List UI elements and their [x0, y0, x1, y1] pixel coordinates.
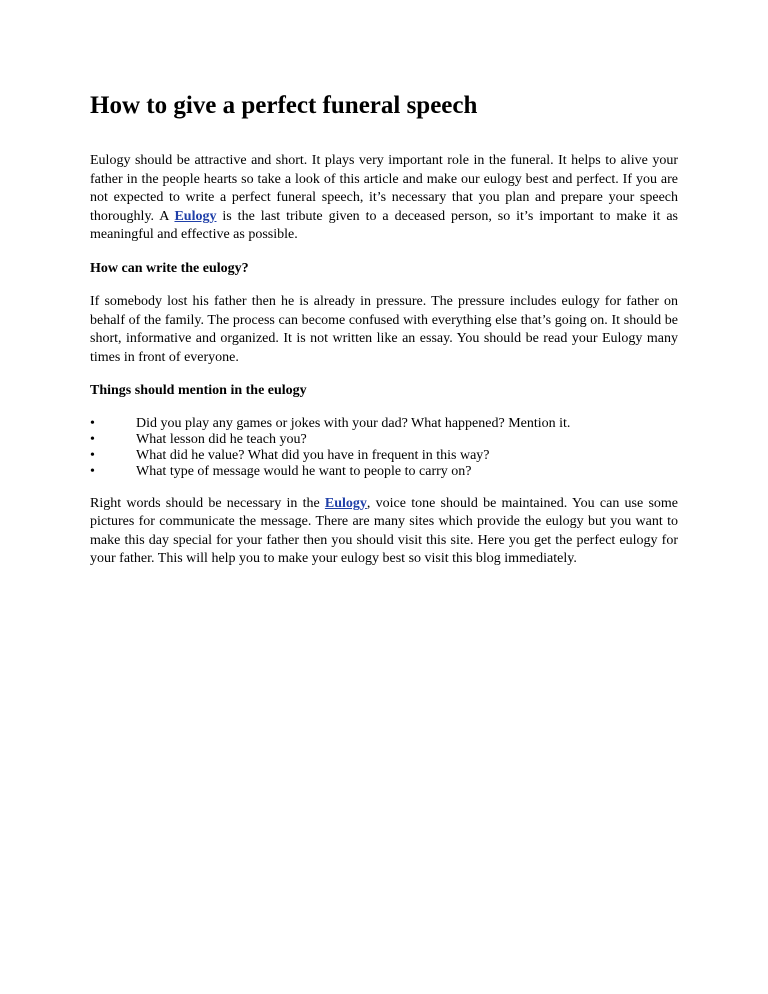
closing-paragraph — [90, 495, 678, 569]
bullet-item — [90, 448, 678, 464]
eulogy-link-closing[interactable]: Eulogy — [324, 495, 367, 511]
bullet-item — [90, 416, 678, 432]
bullet-text: What type of message would he want to people to carry on? — [136, 463, 472, 479]
intro-text-end: is the last tribute given to a deceased person, so it’s important to make it as meaningful and effective as possible. — [90, 208, 678, 242]
bullet-icon: • — [90, 415, 95, 431]
eulogy-link-intro[interactable]: Eulogy — [174, 208, 217, 224]
bullet-text: What lesson did he teach you? — [136, 431, 307, 447]
section-heading-mention: Things should mention in the eulogy — [90, 383, 307, 398]
bullet-icon: • — [90, 463, 95, 479]
bullet-item — [90, 432, 678, 448]
section-heading-write: How can write the eulogy? — [90, 260, 249, 276]
intro-paragraph — [90, 152, 678, 245]
bullet-text: Did you play any games or jokes with your dad? What happened? Mention it. — [136, 415, 571, 431]
document-title: How to give a perfect funeral speech — [90, 92, 478, 119]
section-body-write: If somebody lost his father then he is already in pressure. The pressure includes eulogy for father on behalf of the family. The process can become confused with everything else that’s going on. It should be short, informative and organized. It is not written like an essay. You should be read your Eulogy many times in front of everyone. — [90, 294, 678, 365]
bullet-icon: • — [90, 447, 95, 463]
bullet-item — [90, 464, 678, 480]
mention-bullet-list — [90, 416, 678, 480]
intro-text-start: Eulogy should be attractive and short. It plays very important role in the funeral. It helps to alive your father in the people hearts so take a look of this article and make our eulogy best and perfect. If you are not expected to write a perfect funeral speech, it’s necessary that you plan and prepare your speech thoroughly. A — [90, 153, 678, 224]
closing-text-end: , voice tone should be maintained. You can use some pictures for communicate the message. There are many sites which provide the eulogy but you want to make this day special for your father then you should visit this site. Here you get the perfect eulogy for your father. This will help you to make your eulogy best so visit this blog immediately. — [90, 495, 678, 566]
bullet-icon: • — [90, 431, 95, 447]
bullet-text: What did he value? What did you have in frequent in this way? — [136, 447, 490, 463]
document-page — [90, 88, 678, 584]
closing-text-start: Right words should be necessary in the — [90, 495, 325, 511]
